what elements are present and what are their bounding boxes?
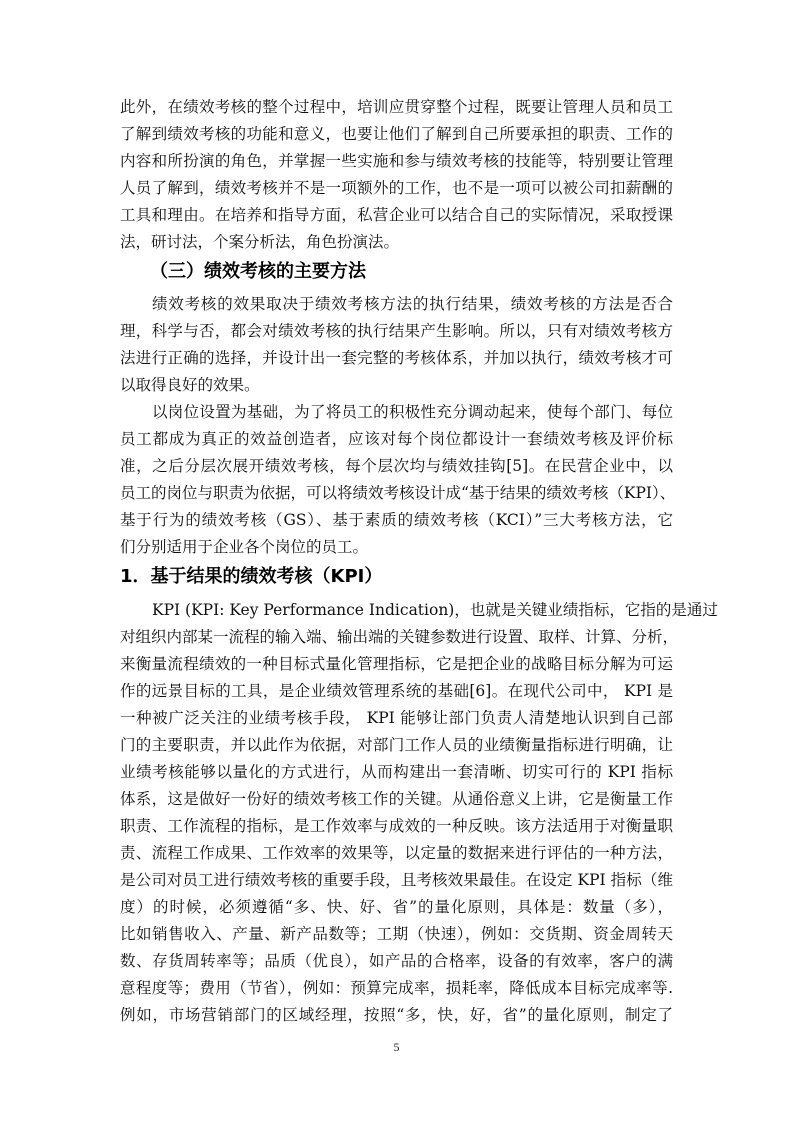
paragraph-line: 体系，这是做好一份好的绩效考核工作的关键。从通俗意义上讲，它是衡量工作 bbox=[120, 790, 673, 808]
paragraph-line: 理，科学与否，都会对绩效考核的执行结果产生影响。所以，只有对绩效考核方 bbox=[120, 322, 673, 340]
paragraph-line: 意程度等；费用（节省），例如：预算完成率，损耗率，降低成本目标完成率等. bbox=[120, 979, 673, 997]
paragraph-line: 是公司对员工进行绩效考核的重要手段，且考核效果最佳。在设定 KPI 指标（维 bbox=[120, 871, 673, 889]
paragraph-line: 作的远景目标的工具，是企业绩效管理系统的基础[6]。在现代公司中， KPI 是 bbox=[120, 682, 673, 700]
paragraph-line: 业绩考核能够以量化的方式进行，从而构建出一套清晰、切实可行的 KPI 指标 bbox=[120, 763, 673, 781]
paragraph-line: 数、存货周转率等；品质（优良），如产品的合格率，设备的有效率，客户的满 bbox=[120, 952, 673, 970]
paragraph-line: 对组织内部某一流程的输入端、输出端的关键参数进行设置、取样、计算、分析， bbox=[120, 628, 679, 646]
paragraph-line: 准，之后分层次展开绩效考核，每个层次均与绩效挂钩[5]。在民营企业中，以 bbox=[120, 457, 673, 475]
page-number: 5 bbox=[393, 1040, 400, 1054]
paragraph-line: 此外，在绩效考核的整个过程中，培训应贯穿整个过程，既要让管理人员和员工 bbox=[120, 98, 673, 116]
paragraph-line: 责、流程工作成果、工作效率的效果等，以定量的数据来进行评估的一种方法， bbox=[120, 844, 673, 862]
paragraph-line: KPI (KPI: Key Performance Indication)，也就是关键业绩指标，它指的是通过 bbox=[152, 601, 718, 619]
paragraph-line: 来衡量流程绩效的一种目标式量化管理指标，它是把企业的战略目标分解为可运 bbox=[120, 655, 673, 673]
paragraph-line: 绩效考核的效果取决于绩效考核方法的执行结果，绩效考核的方法是否合 bbox=[152, 295, 673, 313]
paragraph-line: 比如销售收入、产量、新产品数等；工期（快速），例如：交货期、资金周转天 bbox=[120, 925, 673, 943]
paragraph-line: 员工都成为真正的效益创造者，应该对每个岗位都设计一套绩效考核及评价标 bbox=[120, 430, 673, 448]
paragraph-line: 内容和所扮演的角色，并掌握一些实施和参与绩效考核的技能等，特别要让管理 bbox=[120, 152, 673, 170]
subsection-heading: 1．基于结果的绩效考核（KPI） bbox=[120, 566, 383, 587]
section-heading: （三）绩效考核的主要方法 bbox=[150, 261, 366, 282]
paragraph-line: 法进行正确的选择，并设计出一套完整的考核体系，并加以执行，绩效考核才可 bbox=[120, 349, 673, 367]
paragraph-line: 法，研讨法，个案分析法，角色扮演法。 bbox=[120, 233, 400, 251]
paragraph-line: 例如，市场营销部门的区域经理，按照“多，快，好，省”的量化原则，制定了 bbox=[120, 1006, 673, 1024]
paragraph-line: 以取得良好的效果。 bbox=[120, 376, 260, 394]
paragraph-line: 职责、工作流程的指标，是工作效率与成效的一种反映。该方法适用于对衡量职 bbox=[120, 817, 673, 835]
paragraph-line: 们分别适用于企业各个岗位的员工。 bbox=[120, 538, 369, 556]
paragraph-line: 了解到绩效考核的功能和意义，也要让他们了解到自己所要承担的职责、工作的 bbox=[120, 125, 673, 143]
paragraph-line: 度）的时候，必须遵循“多、快、好、省”的量化原则，具体是：数量（多）， bbox=[120, 898, 673, 916]
paragraph-line: 以岗位设置为基础，为了将员工的积极性充分调动起来，使每个部门、每位 bbox=[152, 403, 673, 421]
paragraph-line: 门的主要职责，并以此作为依据，对部门工作人员的业绩衡量指标进行明确，让 bbox=[120, 736, 673, 754]
paragraph-line: 人员了解到，绩效考核并不是一项额外的工作，也不是一项可以被公司扣薪酬的 bbox=[120, 179, 673, 197]
paragraph-line: 员工的岗位与职责为依据，可以将绩效考核设计成“基于结果的绩效考核（KPI）、 bbox=[120, 484, 676, 502]
paragraph-line: 一种被广泛关注的业绩考核手段， KPI 能够让部门负责人清楚地认识到自己部 bbox=[120, 709, 673, 727]
paragraph-line: 基于行为的绩效考核（GS）、基于素质的绩效考核（KCI）”三大考核方法，它 bbox=[120, 511, 673, 529]
paragraph-line: 工具和理由。在培养和指导方面，私营企业可以结合自己的实际情况，采取授课 bbox=[120, 206, 673, 224]
